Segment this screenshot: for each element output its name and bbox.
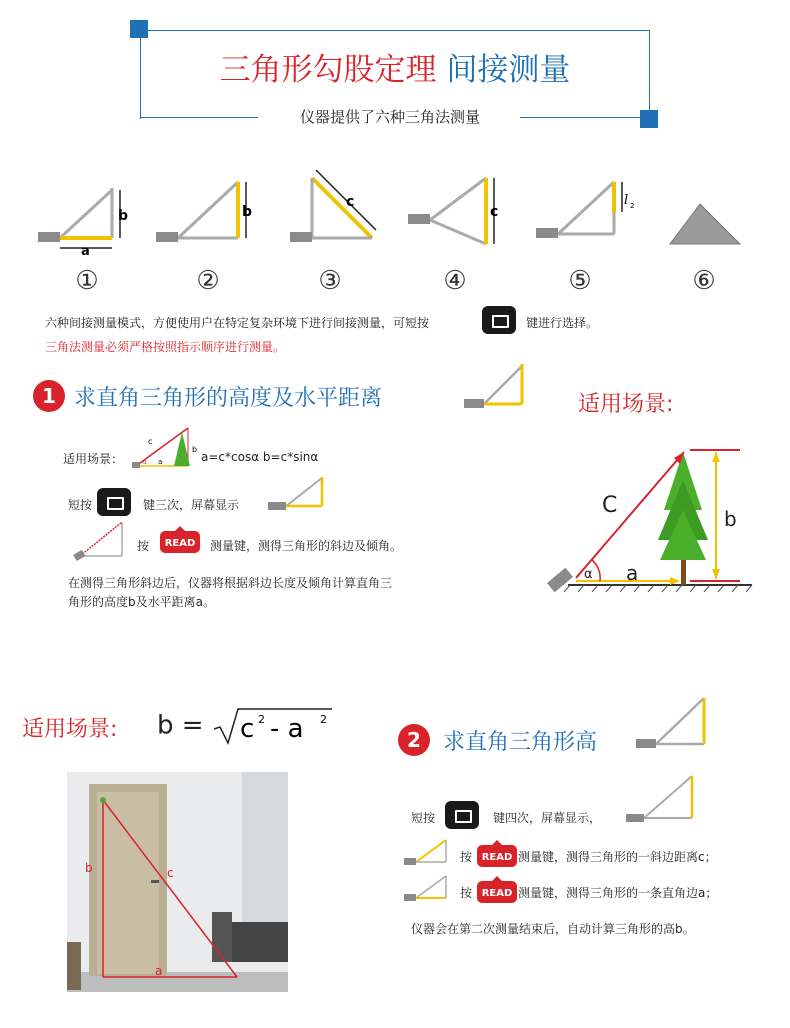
page-title: [140, 44, 650, 89]
svg-text:c: c: [167, 866, 174, 880]
svg-text:- a: - a: [269, 714, 304, 744]
section-1-big-diagram: [540, 440, 755, 615]
svg-text:c: c: [346, 194, 355, 210]
svg-text:c: c: [490, 204, 499, 220]
svg-text:a: a: [158, 458, 163, 466]
rangefinder-icon: [290, 232, 312, 242]
svg-text:a: a: [626, 561, 639, 585]
svg-text:C: C: [602, 493, 618, 518]
s2-step1-after: 键四次，屏幕显示，: [493, 811, 602, 825]
svg-text:2: 2: [257, 713, 265, 726]
s2-read-button-2[interactable]: READ: [477, 881, 517, 903]
mode-label-1: ①: [75, 266, 99, 296]
s2-screen-icon: [622, 772, 702, 828]
s2-step1-before: 短按: [411, 811, 436, 825]
s1-screen-icon: [264, 474, 334, 514]
rangefinder-icon: [536, 228, 558, 238]
s1-read-button[interactable]: READ: [160, 531, 200, 553]
svg-text:l: l: [624, 193, 629, 208]
s1-mode-button[interactable]: [97, 488, 131, 516]
s2-step2-icon: [402, 836, 452, 870]
svg-text:b: b: [118, 208, 129, 224]
formula-lhs: b =: [157, 710, 204, 741]
section-2-badge: 2: [398, 724, 430, 756]
svg-text:c: c: [148, 437, 153, 446]
s1-step2-icon: [70, 518, 132, 562]
section-1-scene-label: 适用场景:: [578, 392, 674, 417]
s1-note-line2: 角形的高度b及水平距离a。: [68, 595, 215, 609]
rangefinder-icon: [156, 232, 178, 242]
intro-line-1b: 键进行选择。: [526, 316, 599, 330]
door-photo: [67, 772, 288, 992]
s2-step3-icon: [402, 872, 452, 906]
sqrt-sign: [212, 707, 334, 745]
svg-text:b: b: [724, 507, 737, 531]
scene-small-diagram: [130, 422, 200, 472]
section-1-heading: 求直角三角形的高度及水平距离: [74, 386, 383, 411]
mode-3-diagram: [290, 170, 376, 242]
svg-text:c: c: [239, 714, 255, 744]
title-red: 三角形勾股定理: [219, 52, 437, 88]
mode-label-3: ③: [318, 266, 342, 296]
mode-label-6: ⑥: [692, 266, 716, 296]
svg-text:α: α: [584, 567, 593, 582]
frame-corner-square-bottom: [640, 110, 658, 128]
s2-note: 仪器会在第二次测量结束后，自动计算三角形的高b。: [411, 922, 695, 936]
svg-text:b: b: [85, 861, 93, 875]
title-frame-line-right: [520, 117, 648, 118]
intro-line-1a: 六种间接测量模式，方便使用户在特定复杂环境下进行间接测量，可短按: [45, 316, 430, 330]
mode-4-diagram: [408, 178, 498, 244]
s1-note-line1: 在测得三角形斜边后，仪器将根据斜边长度及倾角计算直角三: [68, 576, 393, 590]
mode-diagrams: [30, 160, 760, 260]
svg-text:a: a: [155, 964, 163, 978]
s1-step1-after: 键三次，屏幕显示: [143, 498, 240, 512]
mode-label-4: ④: [443, 266, 467, 296]
section-2-scene-label: 适用场景:: [22, 717, 118, 742]
svg-text:b: b: [242, 204, 253, 220]
mode-select-button[interactable]: [482, 306, 516, 334]
s2-step2-before: 按: [460, 850, 473, 864]
section-1-mode-icon: [462, 360, 532, 416]
mode-label-5: ⑤: [568, 266, 592, 296]
frame-corner-square-top: [130, 20, 148, 38]
intro-line-2: 三角法测量必须严格按照指示顺序进行测量。: [45, 340, 286, 354]
svg-text:2: 2: [630, 202, 635, 210]
title-frame-line-left: [140, 117, 258, 118]
s2-step3-after: 测量键，测得三角形的一条直角边a；: [518, 886, 718, 900]
s2-mode-button[interactable]: [445, 801, 479, 829]
svg-text:a: a: [81, 244, 90, 259]
page-subtitle: 仪器提供了六种三角法测量: [262, 106, 518, 127]
section-2-mode-icon: [632, 694, 712, 754]
mode-5-diagram: [536, 182, 634, 238]
svg-text:2: 2: [319, 713, 327, 726]
rangefinder-icon: [408, 214, 430, 224]
svg-text:α: α: [143, 459, 147, 466]
s1-step2-after: 测量键，测得三角形的斜边及倾角。: [210, 539, 403, 553]
pythagoras-formula: [157, 707, 334, 745]
mode-label-2: ②: [196, 266, 220, 296]
s1-step2-before: 按: [137, 539, 150, 553]
section-1-badge: 1: [33, 380, 65, 412]
title-blue: 间接测量: [446, 52, 571, 88]
s2-read-button-1[interactable]: READ: [477, 845, 517, 867]
s2-step3-before: 按: [460, 886, 473, 900]
mode-1-diagram: [38, 188, 128, 259]
mode-6-diagram: [670, 204, 740, 244]
s2-step2-after: 测量键，测得三角形的一斜边距离c；: [518, 850, 717, 864]
rangefinder-icon: [38, 232, 60, 242]
section-2-heading: 求直角三角形高: [443, 730, 598, 755]
formula-text: a=c*cosα b=c*sinα: [201, 450, 319, 464]
svg-text:b: b: [192, 445, 198, 454]
s1-step1-before: 短按: [68, 498, 93, 512]
mode-2-diagram: [156, 182, 252, 242]
scene-small-label: 适用场景：: [63, 452, 124, 466]
